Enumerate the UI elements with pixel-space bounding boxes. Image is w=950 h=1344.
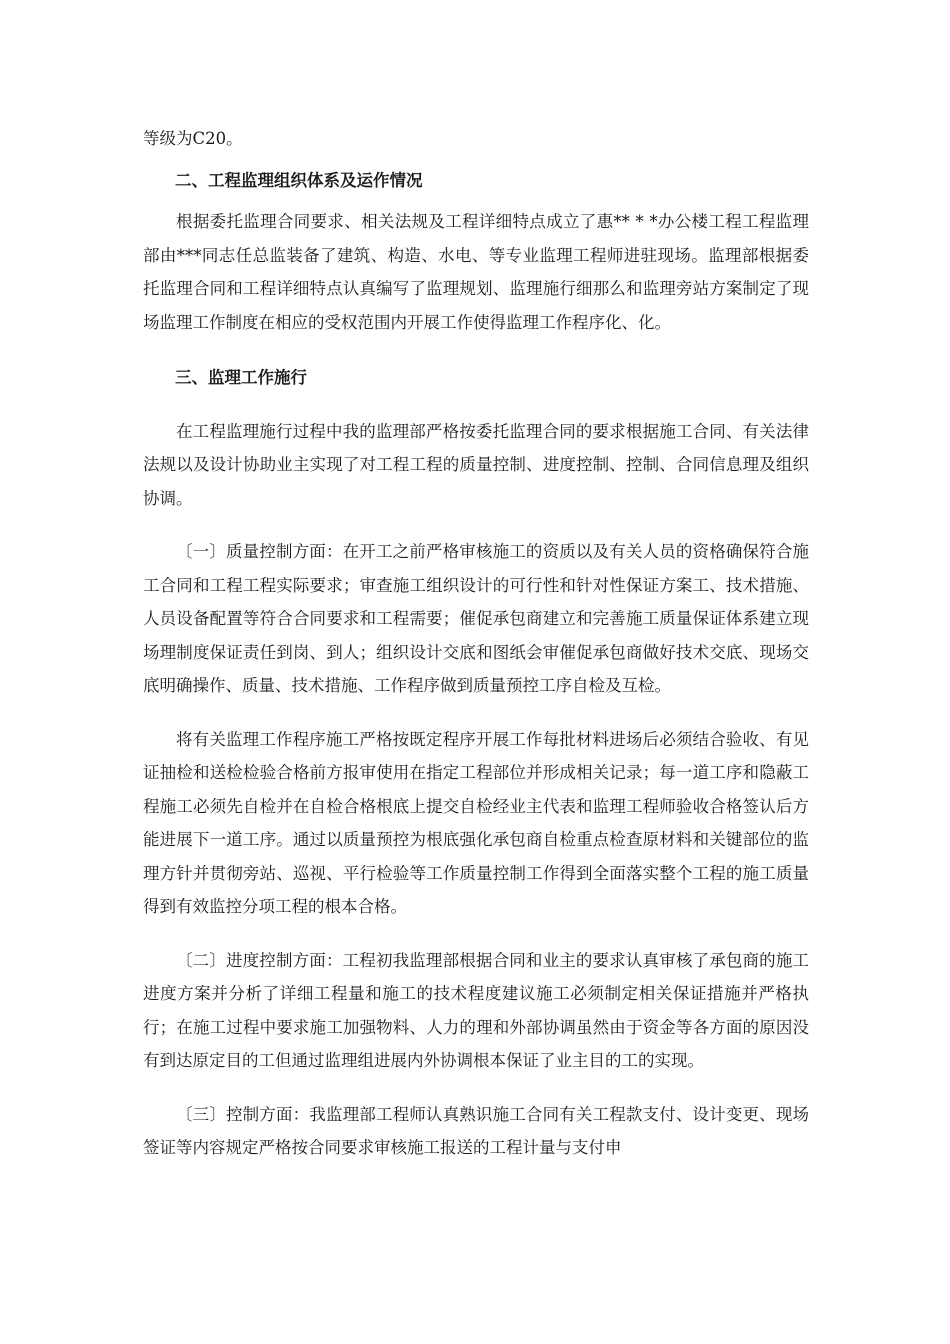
progress-control-paragraph: 〔二〕进度控制方面：工程初我监理部根据合同和业主的要求认真审核了承包商的施工进度方案并分析了详细工程量和施工的技术程度建议施工必须制定相关保证措施并严格执行；在施工过程中要求施工加强物料、人力的理和外部协调虽然由于资金等各方面的原因没有到达原定目的工但通过监理组进展内外协调根本保证了业主目的工的实现。	[143, 950, 809, 1070]
section-2-paragraph: 根据委托监理合同要求、相关法规及工程详细特点成立了惠** * *办公楼工程工程监理部由***同志任总监装备了建筑、构造、水电、等专业监理工程师进驻现场。监理部根据委托监理合同和工程详细特点认真编写了监理规划、监理施行细那么和监理旁站方案制定了现场监理工作制度在相应的受权范围内开展工作使得监理工作程序化、化。	[143, 212, 809, 332]
quality-control-paragraph-2: 将有关监理工作程序施工严格按既定程序开展工作每批材料进场后必须结合验收、有见证抽检和送检检验合格前方报审使用在指定工程部位并形成相关记录；每一道工序和隐蔽工程施工必须先自检并在自检合格根底上提交自检经业主代表和监理工程师验收合格签认后方能进展下一道工序。通过以质量预控为根底强化承包商自检重点检查原材料和关键部位的监理方针并贯彻旁站、巡视、平行检验等工作质量控制工作得到全面落实整个工程的施工质量得到有效监控分项工程的根本合格。	[143, 729, 809, 916]
section-heading-2: 二、工程监理组织体系及运作情况	[175, 170, 423, 190]
spacer	[143, 156, 809, 164]
spacer	[143, 197, 809, 205]
spacer	[143, 339, 809, 361]
cost-control-paragraph: 〔三〕控制方面：我监理部工程师认真熟识施工合同有关工程款支付、设计变更、现场签证等内容规定严格按合同要求审核施工报送的工程计量与支付申	[143, 1104, 809, 1157]
section-heading-3: 三、监理工作施行	[175, 368, 307, 387]
spacer	[143, 515, 809, 535]
spacer	[143, 1078, 809, 1098]
section-3-paragraph-1: 在工程监理施行过程中我的监理部严格按委托监理合同的要求根据施工合同、有关法律法规以及设计协助业主实现了对工程工程的质量控制、进度控制、控制、合同信息理及组织协调。	[143, 421, 809, 508]
document-body	[143, 122, 809, 1165]
spacer	[143, 395, 809, 415]
spacer	[143, 924, 809, 944]
quality-control-paragraph-1: 〔一〕质量控制方面：在开工之前严格审核施工的资质以及有关人员的资格确保符合施工合同和工程工程实际要求；审查施工组织设计的可行性和针对性保证方案工、技术措施、人员设备配置等符合合同要求和工程需要；催促承包商建立和完善施工质量保证体系建立现场理制度保证责任到岗、到人；组织设计交底和图纸会审催促承包商做好技术交底、现场交底明确操作、质量、技术措施、工作程序做到质量预控工序自检及互检。	[143, 542, 809, 695]
lead-text: 等级为C20。	[143, 129, 243, 148]
spacer	[143, 703, 809, 723]
